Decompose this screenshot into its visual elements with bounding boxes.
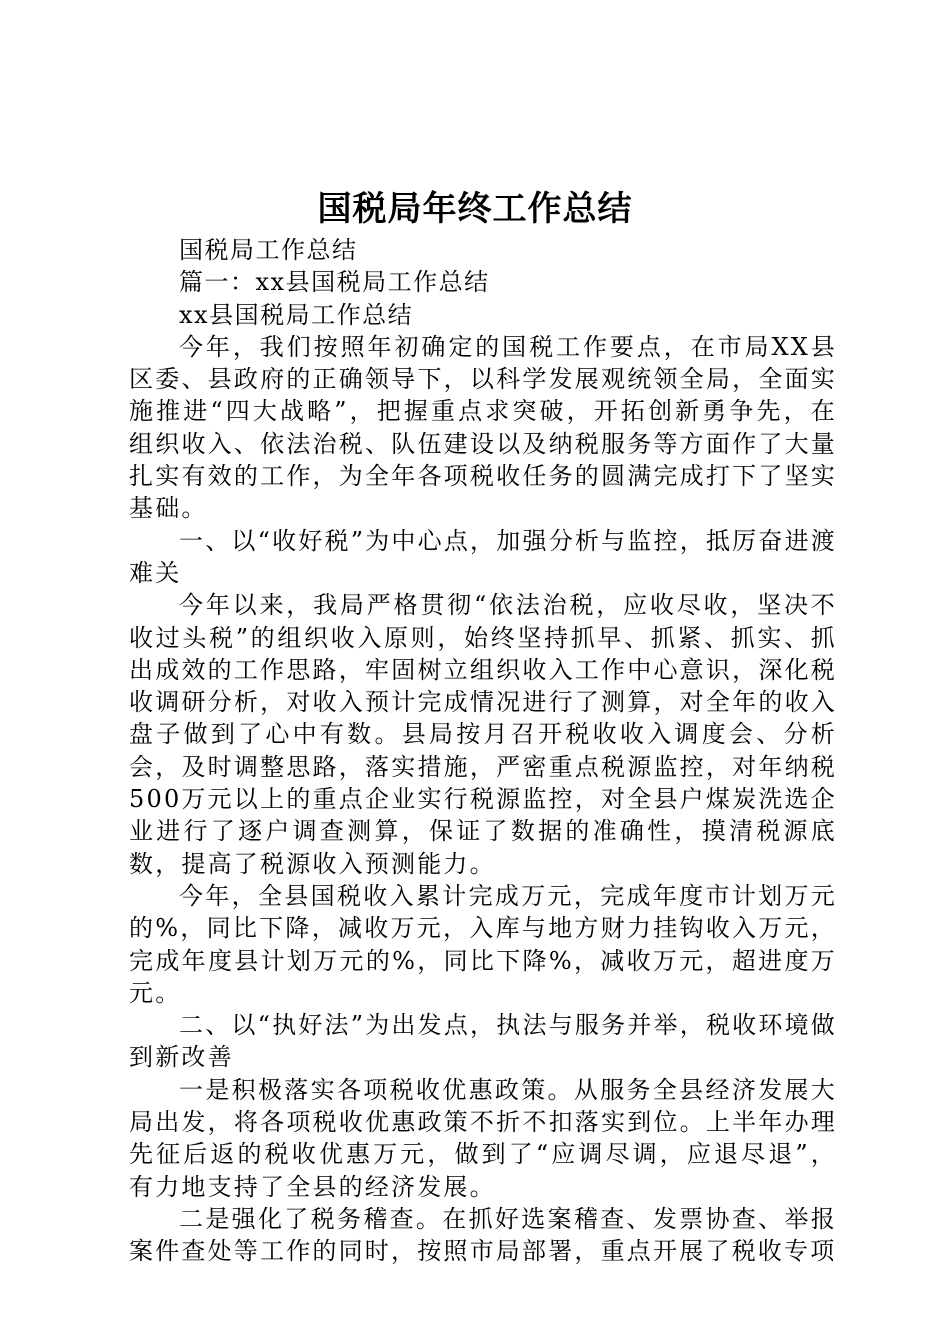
- subtitle-heading: 国税局工作总结: [179, 236, 358, 264]
- document-title: 国税局年终工作总结: [317, 189, 633, 229]
- section-heading: 篇一：xx县国税局工作总结: [179, 268, 490, 297]
- document-body: [129, 234, 837, 1268]
- paragraph-policy: 一是积极落实各项税收优惠政策。从服务全县经济发展大局出发，将各项税收优惠政策不折不扣落实到位。上半年办理先征后返的税收优惠万元，做到了“应调尽调，应退尽退”，有力地支持了全县的经济发展。: [129, 1075, 837, 1201]
- paragraph-intro: 今年，我们按照年初确定的国税工作要点，在市局XX县区委、县政府的正确领导下，以科学发展观统领全局，全面实施推进“四大战略”，把握重点求突破，开拓创新勇争先，在组织收入、依法治税、队伍建设以及纳税服务等方面作了大量扎实有效的工作，为全年各项税收任务的圆满完成打下了坚实基础。: [129, 332, 837, 523]
- section-heading-1: 一、以“收好税”为中心点，加强分析与监控，抵厉奋进渡难关: [129, 526, 837, 587]
- section-heading-2: 二、以“执好法”为出发点，执法与服务并举，税收环境做到新改善: [129, 1011, 837, 1072]
- report-heading: xx县国税局工作总结: [179, 300, 414, 329]
- paragraph-inspection: 二是强化了税务稽查。在抓好选案稽查、发票协查、举报案件查处等工作的同时，按照市局部署，重点开展了税收专项: [129, 1204, 837, 1266]
- paragraph-revenue: 今年以来，我局严格贯彻“依法治税，应收尽收，坚决不收过头税”的组织收入原则，始终坚持抓早、抓紧、抓实、抓出成效的工作思路，牢固树立组织收入工作中心意识，深化税收调研分析，对收入预计完成情况进行了测算，对全年的收入盘子做到了心中有数。县局按月召开税收收入调度会、分析会，及时调整思路，落实措施，严密重点税源监控，对年纳税500万元以上的重点企业实行税源监控，对全县户煤炭洗选企业进行了逐户调查测算，保证了数据的准确性，摸清税源底数，提高了税源收入预测能力。: [129, 591, 837, 878]
- paragraph-statistics: 今年，全县国税收入累计完成万元，完成年度市计划万元的%，同比下降，减收万元，入库与地方财力挂钩收入万元，完成年度县计划万元的%，同比下降%，减收万元，超进度万元。: [129, 881, 837, 1007]
